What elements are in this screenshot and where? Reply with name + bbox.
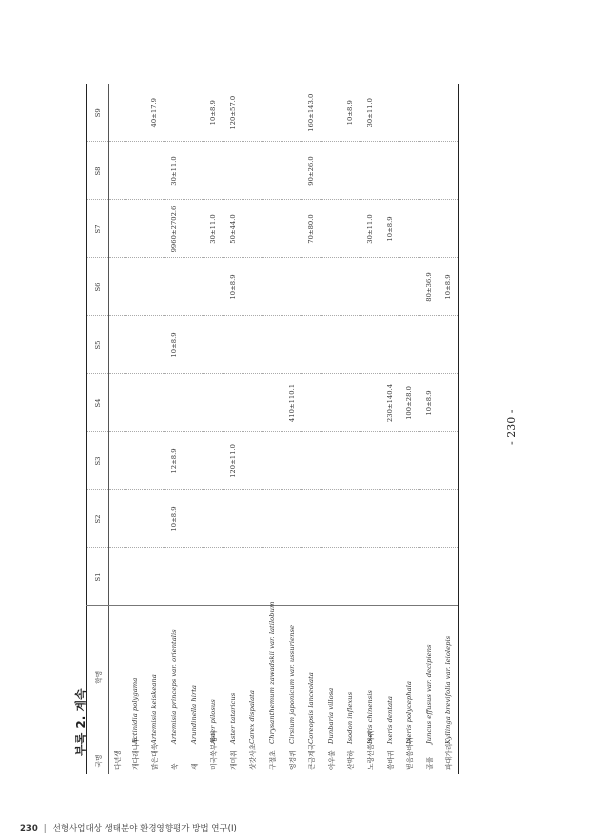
value-cell	[360, 432, 380, 490]
value-cell	[262, 374, 282, 432]
value-cell	[125, 374, 145, 432]
value-cell	[360, 548, 380, 606]
table-row	[439, 84, 459, 774]
table-row	[360, 84, 380, 774]
value-cell	[243, 142, 263, 200]
value-cell	[262, 490, 282, 548]
value-cell	[439, 142, 459, 200]
value-cell	[203, 142, 223, 200]
value-cell	[223, 548, 243, 606]
value-cell	[125, 432, 145, 490]
table-row	[419, 84, 439, 774]
group-row	[109, 84, 126, 774]
appendix-heading: 부록 2. 계속	[74, 688, 88, 756]
value-cell	[243, 200, 263, 258]
value-cell	[282, 84, 302, 142]
header-site: S4	[87, 374, 109, 432]
value-cell: 10±8.9	[439, 258, 459, 316]
scientific-name-cell: Artemisia keiskeana	[150, 674, 159, 744]
value-cell	[341, 200, 361, 258]
korean-name-cell: 맑은대쑥	[151, 743, 160, 770]
value-cell: 10±8.9	[223, 258, 243, 316]
value-cell	[145, 142, 165, 200]
value-cell: 9960±2702.6	[164, 200, 184, 258]
value-cell	[184, 200, 204, 258]
header-site: S8	[87, 142, 109, 200]
value-cell	[341, 258, 361, 316]
value-cell: 120±11.0	[223, 432, 243, 490]
value-cell: 30±11.0	[203, 200, 223, 258]
value-cell: 70±80.0	[301, 200, 321, 258]
value-cell	[223, 142, 243, 200]
value-cell: 90±26.0	[301, 142, 321, 200]
value-cell	[243, 432, 263, 490]
value-cell	[341, 316, 361, 374]
value-cell: 40±17.9	[150, 98, 159, 128]
value-cell	[321, 84, 341, 142]
value-cell	[380, 432, 400, 490]
value-cell	[243, 84, 263, 142]
table-row	[223, 84, 243, 774]
value-cell	[282, 200, 302, 258]
table-row	[203, 84, 223, 774]
scientific-name-cell: Kyllinga brevifolia var. leiolepis	[439, 606, 459, 748]
value-cell	[321, 142, 341, 200]
value-cell	[243, 490, 263, 548]
value-cell	[360, 374, 380, 432]
value-cell	[301, 490, 321, 548]
value-cell	[439, 374, 459, 432]
value-cell: 120±57.0	[228, 95, 237, 130]
value-cell	[419, 316, 439, 374]
header-site: S5	[87, 316, 109, 374]
value-cell	[223, 374, 243, 432]
value-cell	[419, 548, 439, 606]
korean-name-cell: 삿갓사초	[249, 743, 258, 770]
scientific-name-cell: Ixeris polycephala	[405, 681, 414, 744]
value-cell	[439, 432, 459, 490]
value-cell	[341, 374, 361, 432]
value-cell: 10±8.9	[380, 200, 400, 258]
korean-name-cell: 산박하	[347, 750, 356, 770]
table-row	[145, 84, 165, 774]
value-cell	[380, 84, 400, 142]
table-row	[262, 84, 282, 774]
running-footer	[20, 822, 237, 834]
group-label: 다년생	[114, 750, 122, 770]
value-cell	[203, 548, 223, 606]
value-cell	[243, 258, 263, 316]
korean-name-cell: 골풀	[425, 756, 434, 770]
value-cell	[282, 548, 302, 606]
value-cell	[145, 374, 165, 432]
scientific-name-cell: Arundinella hirta	[189, 685, 198, 744]
value-cell	[164, 374, 184, 432]
footer-page-number: 230	[20, 824, 38, 834]
value-cell	[321, 432, 341, 490]
value-cell	[184, 490, 204, 548]
value-cell	[380, 142, 400, 200]
table-row	[125, 84, 145, 774]
species-table	[86, 84, 459, 774]
value-cell	[145, 432, 165, 490]
header-site: S3	[87, 432, 109, 490]
value-cell	[439, 200, 459, 258]
value-cell	[203, 490, 223, 548]
value-cell: 12±8.9	[164, 432, 184, 490]
value-cell	[203, 258, 223, 316]
value-cell	[262, 432, 282, 490]
scientific-name-cell: Actinidia polygama	[130, 677, 139, 744]
footer-separator: |	[43, 824, 47, 834]
value-cell	[439, 316, 459, 374]
scientific-name-cell: Ixeris dentata	[385, 696, 394, 744]
value-cell	[282, 142, 302, 200]
value-cell	[360, 490, 380, 548]
header-site: S2	[87, 490, 109, 548]
value-cell	[184, 142, 204, 200]
scientific-name-cell: Aster tataricus	[228, 692, 237, 744]
korean-name-cell: 개다래나무	[131, 737, 140, 770]
value-cell	[360, 258, 380, 316]
value-cell: 10±8.9	[346, 100, 355, 126]
scientific-name-cell: Juncus effusus var. decipiens	[424, 644, 433, 744]
value-cell	[399, 432, 419, 490]
value-cell	[243, 374, 263, 432]
table-row	[301, 84, 321, 774]
value-cell	[301, 316, 321, 374]
value-cell	[321, 200, 341, 258]
scientific-name-cell: Cirsium japonicum var. ussuriense	[287, 625, 296, 744]
value-cell	[360, 316, 380, 374]
scientific-name-cell: Chrysanthemum zawadskii var. latilobum	[267, 601, 276, 744]
value-cell	[203, 374, 223, 432]
value-cell: 160±143.0	[307, 93, 316, 132]
value-cell: 30±11.0	[360, 200, 380, 258]
value-cell	[145, 200, 165, 258]
value-cell: 230±140.4	[380, 374, 400, 432]
value-cell	[301, 432, 321, 490]
value-cell	[321, 258, 341, 316]
value-cell	[419, 200, 439, 258]
value-cell	[399, 548, 419, 606]
value-cell	[223, 490, 243, 548]
value-cell	[321, 490, 341, 548]
header-site: S1	[87, 548, 109, 606]
value-cell: 30±11.0	[365, 98, 374, 128]
korean-name-cell: 씀바귀	[386, 750, 395, 770]
value-cell	[125, 200, 145, 258]
value-cell	[164, 548, 184, 606]
value-cell	[164, 258, 184, 316]
value-cell	[282, 258, 302, 316]
page-number: - 230 -	[505, 409, 518, 445]
table-row	[380, 84, 400, 774]
korean-name-cell: 벋음씀바귀	[406, 737, 415, 770]
scientific-name-cell: Carex dispalata	[248, 690, 257, 744]
korean-name-cell: 큰금계국	[308, 743, 317, 770]
value-cell	[439, 490, 459, 548]
value-cell	[341, 490, 361, 548]
value-cell: 10±8.9	[419, 374, 439, 432]
value-cell	[439, 548, 459, 606]
korean-name-cell: 야우쑬	[327, 750, 336, 770]
value-cell	[439, 84, 459, 142]
value-cell	[380, 316, 400, 374]
table-row	[399, 84, 419, 774]
header-scientific-name: 학명	[94, 670, 103, 684]
value-cell	[125, 142, 145, 200]
value-cell	[203, 316, 223, 374]
value-cell	[262, 142, 282, 200]
korean-name-cell: 파대가리	[439, 748, 459, 774]
value-cell	[184, 374, 204, 432]
value-cell: 10±8.9	[164, 490, 184, 548]
value-cell	[145, 548, 165, 606]
value-cell	[125, 548, 145, 606]
value-cell: 50±44.0	[223, 200, 243, 258]
scientific-name-cell: Artemisia princeps var. orientalis	[169, 629, 178, 744]
value-cell	[301, 548, 321, 606]
value-cell	[399, 84, 419, 142]
value-cell	[360, 142, 380, 200]
value-cell: 80±36.9	[419, 258, 439, 316]
footer-title: 선형사업대상 생태분야 환경영향평가 방법 연구(Ⅰ)	[52, 824, 237, 834]
value-cell	[262, 258, 282, 316]
value-cell	[262, 316, 282, 374]
value-cell	[341, 142, 361, 200]
scientific-name-cell: Isodon inflexus	[346, 691, 355, 744]
scientific-name-cell: Ixeris chinensis	[365, 690, 374, 744]
korean-name-cell: 개미취	[229, 750, 238, 770]
value-cell	[419, 490, 439, 548]
value-cell	[380, 548, 400, 606]
value-cell: 410±110.1	[282, 374, 302, 432]
value-cell	[184, 432, 204, 490]
value-cell: 100±28.0	[399, 374, 419, 432]
value-cell	[145, 316, 165, 374]
table-row	[282, 84, 302, 774]
value-cell: 10±8.9	[164, 316, 184, 374]
value-cell	[341, 432, 361, 490]
korean-name-cell: 구절초	[268, 750, 277, 770]
table-header-row	[87, 84, 109, 774]
table-row	[341, 84, 361, 774]
scientific-name-cell: Aster pilosus	[209, 699, 218, 744]
header-korean-name: 국명	[94, 754, 103, 768]
value-cell	[419, 432, 439, 490]
table-row	[243, 84, 263, 774]
value-cell	[301, 258, 321, 316]
korean-name-cell: 엉겅퀴	[288, 750, 297, 770]
value-cell	[341, 548, 361, 606]
korean-name-cell: 미국쑥부쟁이	[210, 730, 219, 770]
value-cell	[145, 258, 165, 316]
header-site: S6	[87, 258, 109, 316]
value-cell	[125, 316, 145, 374]
value-cell	[321, 374, 341, 432]
value-cell	[125, 490, 145, 548]
value-cell	[184, 548, 204, 606]
value-cell	[203, 432, 223, 490]
value-cell	[399, 142, 419, 200]
value-cell	[399, 258, 419, 316]
table-row	[184, 84, 204, 774]
value-cell	[262, 84, 282, 142]
scientific-name-cell: Coreopsis lanceolata	[307, 672, 316, 744]
value-cell	[243, 316, 263, 374]
value-cell	[321, 316, 341, 374]
value-cell: 30±11.0	[164, 142, 184, 200]
value-cell	[262, 200, 282, 258]
scientific-name-cell: Dunbaria villosa	[326, 687, 335, 744]
value-cell	[380, 258, 400, 316]
value-cell	[380, 490, 400, 548]
value-cell	[399, 490, 419, 548]
header-site: S7	[87, 200, 109, 258]
value-cell	[184, 258, 204, 316]
value-cell	[419, 142, 439, 200]
header-site: S9	[93, 108, 102, 118]
value-cell	[145, 490, 165, 548]
korean-name-cell: 새	[190, 763, 199, 770]
value-cell	[243, 548, 263, 606]
korean-name-cell: 쑥	[170, 763, 179, 770]
korean-name-cell: 노랑선씀바귀	[366, 730, 375, 770]
value-cell	[399, 316, 419, 374]
value-cell	[282, 316, 302, 374]
value-cell	[321, 548, 341, 606]
value-cell: 10±8.9	[209, 100, 218, 126]
value-cell	[262, 548, 282, 606]
value-cell	[419, 84, 439, 142]
value-cell	[223, 316, 243, 374]
value-cell	[125, 258, 145, 316]
value-cell	[301, 374, 321, 432]
value-cell	[282, 432, 302, 490]
value-cell	[282, 490, 302, 548]
table-row	[321, 84, 341, 774]
table-row	[164, 84, 184, 774]
value-cell	[184, 316, 204, 374]
value-cell	[399, 200, 419, 258]
value-cell	[125, 84, 145, 142]
value-cell	[164, 84, 184, 142]
value-cell	[184, 84, 204, 142]
